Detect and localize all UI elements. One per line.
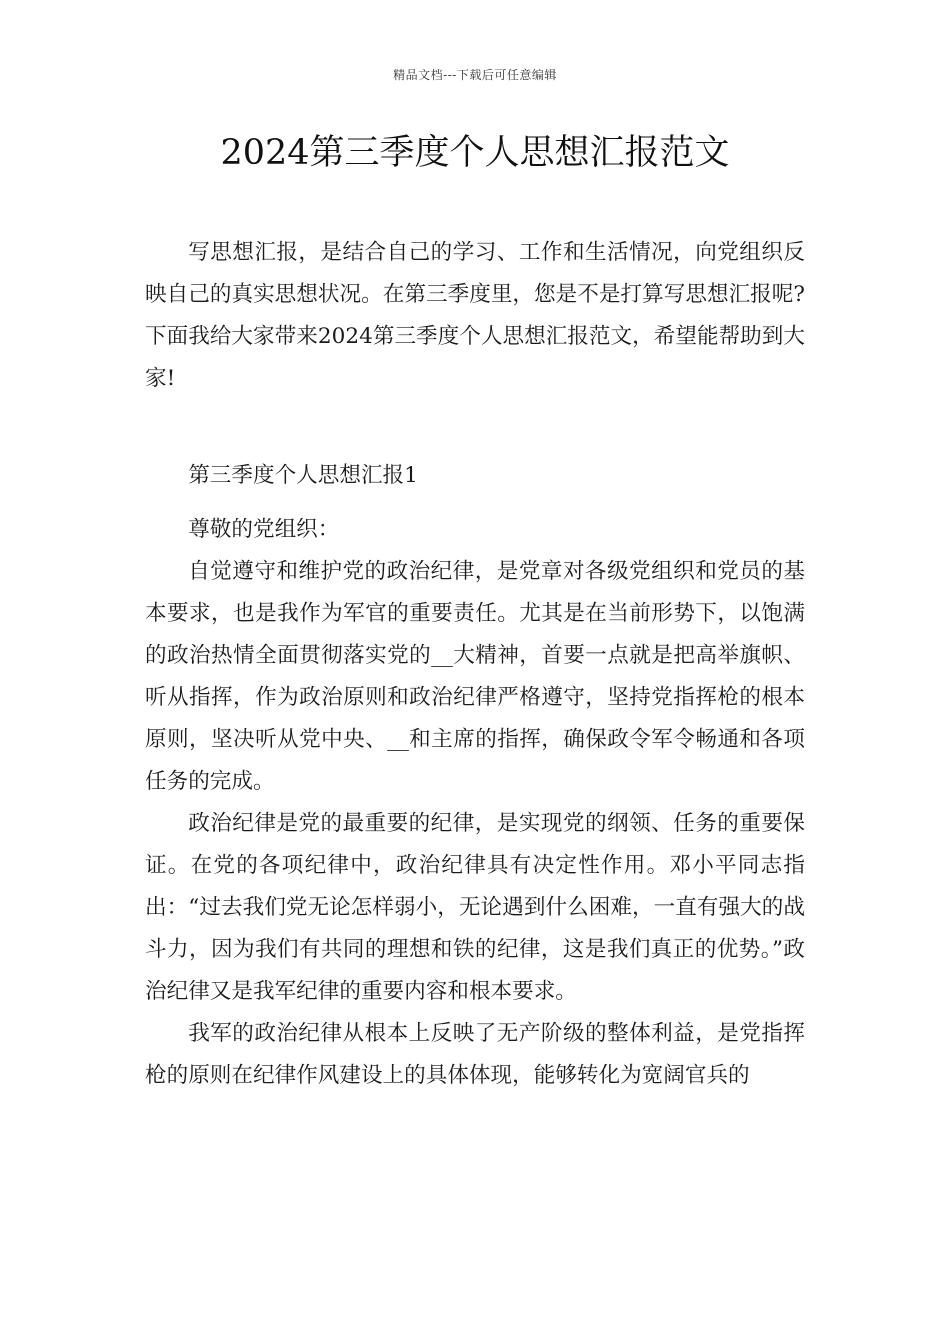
salutation: 尊敬的党组织： [188,517,340,542]
section-heading: 第三季度个人思想汇报1 [188,463,418,488]
body-paragraph-2: 政治纪律是党的最重要的纪律，是实现党的纲领、任务的重要保证。在党的各项纪律中，政治纪律具有决定性作用。邓小平同志指出：“过去我们党无论怎样弱小，无论遇到什么困难，一直有强大的战斗力，因为我们有共同的理想和铁的纪律，这是我们真正的优势。”政治纪律又是我军纪律的重要内容和根本要求。 [145,811,805,1004]
body-paragraph-3: 我军的政治纪律从根本上反映了无产阶级的整体利益，是党指挥枪的原则在纪律作风建设上的具体体现，能够转化为宽阔官兵的 [145,1021,805,1088]
document-body [145,232,805,1097]
document-title: 2024第三季度个人思想汇报范文 [220,133,730,173]
section-spacer [145,400,805,455]
body-paragraph-1: 自觉遵守和维护党的政治纪律，是党章对各级党组织和党员的基本要求，也是我作为军官的重要责任。尤其是在当前形势下，以饱满的政治热情全面贯彻落实党的__大精神，首要一点就是把高举旗帜、听从指挥，作为政治原则和政治纪律严格遵守，坚持党指挥枪的根本原则，坚决听从党中央、__和主席的指挥，确保政令军令畅通和各项任务的完成。 [145,559,805,794]
page-header: 精品文档---下载后可任意编辑 [393,68,557,82]
intro-paragraph: 写思想汇报，是结合自己的学习、工作和生活情况，向党组织反映自己的真实思想状况。在第三季度里，您是不是打算写思想汇报呢?下面我给大家带来2024第三季度个人思想汇报范文，希望能帮助到大家! [145,240,805,391]
